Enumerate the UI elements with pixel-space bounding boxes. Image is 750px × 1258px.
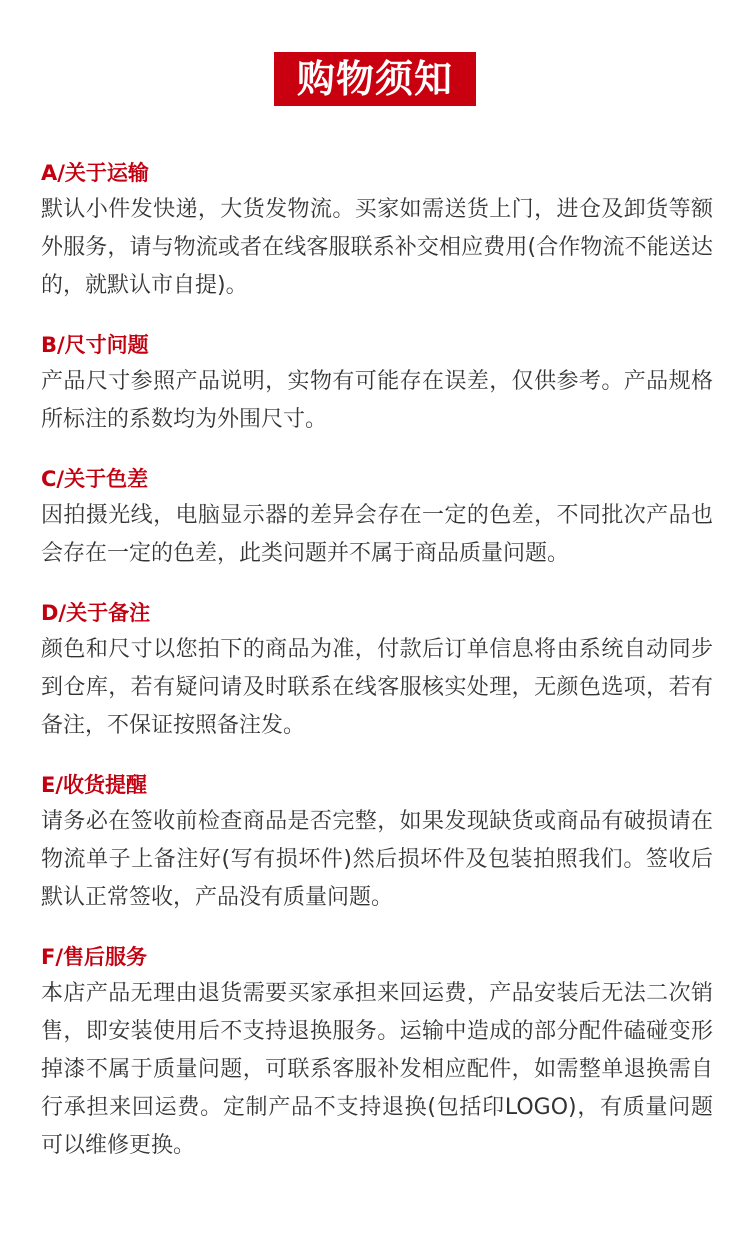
notice-content (41, 155, 713, 1187)
section-heading: B/尺寸问题 (41, 333, 149, 357)
page-title: 购物须知 (274, 52, 476, 106)
section-transport (41, 155, 713, 305)
title-banner (0, 52, 750, 106)
section-heading: A/关于运输 (41, 161, 149, 185)
section-size (41, 327, 713, 439)
section-heading: E/收货提醒 (41, 773, 148, 797)
section-body: 请务必在签收前检查商品是否完整，如果发现缺货或商品有破损请在物流单子上备注好(写有损坏件)然后损坏件及包装拍照我们。签收后默认正常签收，产品没有质量问题。 (41, 809, 713, 910)
section-body: 默认小件发快递，大货发物流。买家如需送货上门，进仓及卸货等额外服务，请与物流或者在线客服联系补交相应费用(合作物流不能送达的，就默认市自提)。 (41, 197, 713, 298)
section-heading: F/售后服务 (41, 945, 148, 969)
section-color-difference (41, 461, 713, 573)
section-heading: D/关于备注 (41, 601, 151, 625)
section-body: 产品尺寸参照产品说明，实物有可能存在误差，仅供参考。产品规格所标注的系数均为外围尺寸。 (41, 369, 713, 432)
section-after-sales (41, 939, 713, 1165)
section-body: 本店产品无理由退货需要买家承担来回运费，产品安装后无法二次销售，即安装使用后不支持退换服务。运输中造成的部分配件磕碰变形掉漆不属于质量问题，可联系客服补发相应配件，如需整单退换需自行承担来回运费。定制产品不支持退换(包括印LOGO)，有质量问题可以维修更换。 (41, 981, 713, 1158)
section-heading: C/关于色差 (41, 467, 149, 491)
section-body: 颜色和尺寸以您拍下的商品为准，付款后订单信息将由系统自动同步到仓库，若有疑问请及时联系在线客服核实处理，无颜色选项，若有备注，不保证按照备注发。 (41, 637, 713, 738)
section-receiving (41, 767, 713, 917)
section-body: 因拍摄光线，电脑显示器的差异会存在一定的色差，不同批次产品也会存在一定的色差，此类问题并不属于商品质量问题。 (41, 503, 713, 566)
section-remarks (41, 595, 713, 745)
